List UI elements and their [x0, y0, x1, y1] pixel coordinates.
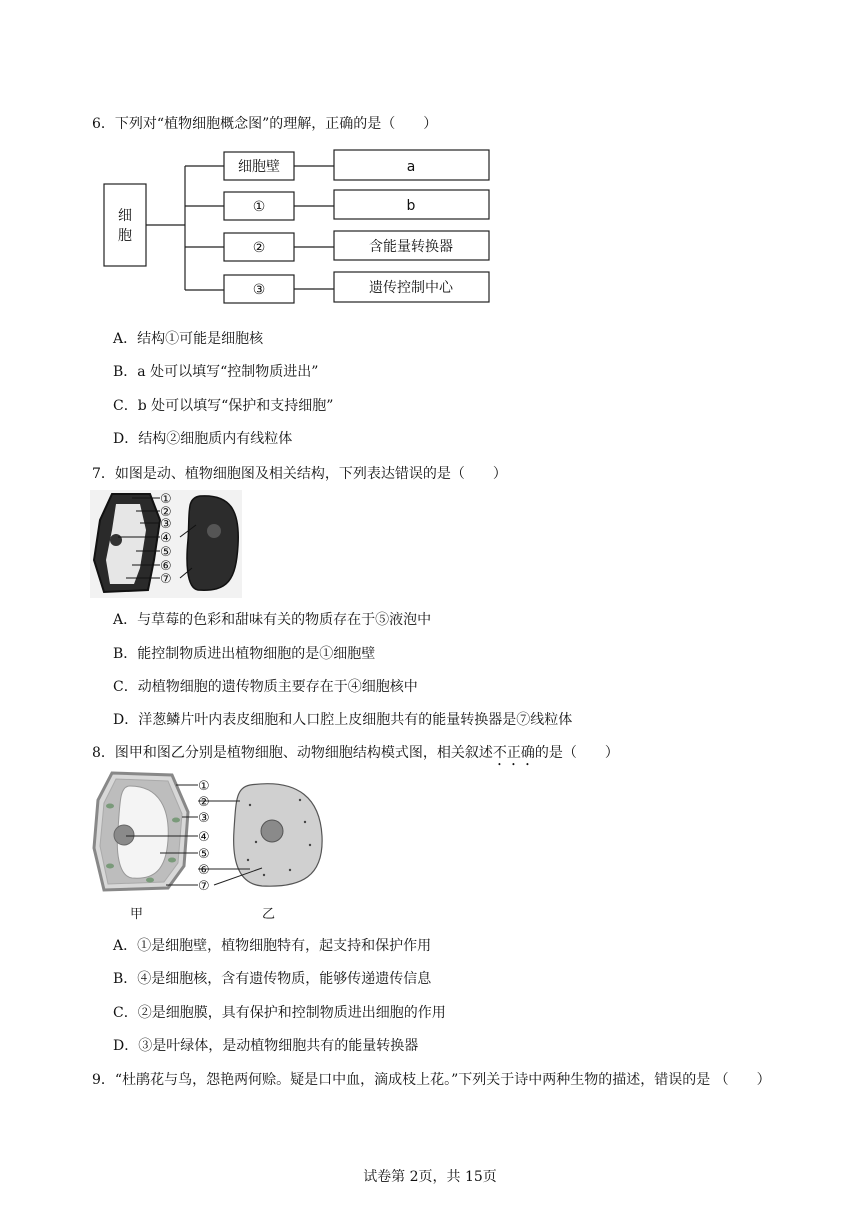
- q8-stem-before: 8．图甲和图乙分别是植物细胞、动物细胞结构模式图，相关叙述: [92, 745, 493, 761]
- right-label-energy: 含能量转换器: [369, 239, 453, 255]
- page-footer: 试卷第 2页，共 15页: [363, 1169, 497, 1185]
- q7-label-1: ①: [160, 492, 172, 507]
- left-label-4: ③: [252, 282, 266, 298]
- q6-option-b: B．a 处可以填写“控制物质进出”: [113, 364, 319, 380]
- q8-animal-nucleus: [261, 820, 283, 842]
- q7-label-4: ④: [160, 531, 172, 546]
- q8-label-7: ⑦: [198, 879, 210, 894]
- q6-option-c: C．b 处可以填写“保护和支持细胞”: [113, 398, 334, 414]
- q6-stem: 6．下列对“植物细胞概念图”的理解，正确的是（ ）: [92, 116, 438, 132]
- q7-option-a: A．与草莓的色彩和甜味有关的物质存在于⑤液泡中: [113, 612, 432, 628]
- right-label-b: b: [406, 198, 416, 214]
- q7-label-5: ⑤: [160, 545, 172, 560]
- right-label-a: a: [406, 159, 416, 175]
- q7-option-b: B．能控制物质进出植物细胞的是①细胞壁: [113, 646, 376, 662]
- q8-option-c: C．②是细胞膜，具有保护和控制物质进出细胞的作用: [113, 1005, 446, 1021]
- q6-option-a: A．结构①可能是细胞核: [113, 331, 264, 347]
- q8-label-4: ④: [198, 830, 210, 845]
- left-label-2: ①: [252, 199, 266, 215]
- q7-stem: 7．如图是动、植物细胞图及相关结构，下列表达错误的是（ ）: [92, 466, 507, 482]
- left-label-3: ②: [252, 240, 266, 256]
- q6-option-d: D．结构②细胞质内有线粒体: [113, 431, 293, 447]
- q7-option-d: D．洋葱鳞片叶内表皮细胞和人口腔上皮细胞共有的能量转换器是⑦线粒体: [113, 712, 573, 728]
- q7-label-3: ③: [160, 517, 172, 532]
- q7-label-6: ⑥: [160, 559, 172, 574]
- q8-option-b: B．④是细胞核，含有遗传物质，能够传递遗传信息: [113, 971, 432, 987]
- q8-stem-emphasis: 不正确: [492, 745, 535, 761]
- q8-label-3: ③: [198, 811, 210, 826]
- q8-stem-after: 的是（ ）: [534, 745, 619, 761]
- q8-option-d: D．③是叶绿体，是动植物细胞共有的能量转换器: [113, 1038, 419, 1054]
- q8-label-5: ⑤: [198, 847, 210, 862]
- q8-caption-left: 甲: [130, 907, 144, 922]
- left-label-1: 细胞壁: [238, 159, 280, 175]
- q8-label-6: ⑥: [198, 863, 210, 878]
- q8-label-2: ②: [198, 795, 210, 810]
- q8-option-a: A．①是细胞壁，植物细胞特有，起支持和保护作用: [113, 938, 432, 954]
- q7-option-c: C．动植物细胞的遗传物质主要存在于④细胞核中: [113, 679, 418, 695]
- q8-plant-nucleus: [114, 825, 134, 845]
- q7-label-2: ②: [160, 505, 172, 520]
- q8-caption-right: 乙: [262, 907, 276, 922]
- root-char-2: 胞: [118, 228, 132, 244]
- q9-stem: 9．“杜鹃花与鸟，怨艳两何赊。疑是口中血，滴成枝上花。”下列关于诗中两种生物的描述，错误的是 （ ）: [92, 1072, 771, 1088]
- right-label-control: 遗传控制中心: [369, 280, 453, 296]
- q8-label-1: ①: [198, 779, 210, 794]
- q7-label-7: ⑦: [160, 572, 172, 587]
- root-char-1: 细: [118, 208, 132, 224]
